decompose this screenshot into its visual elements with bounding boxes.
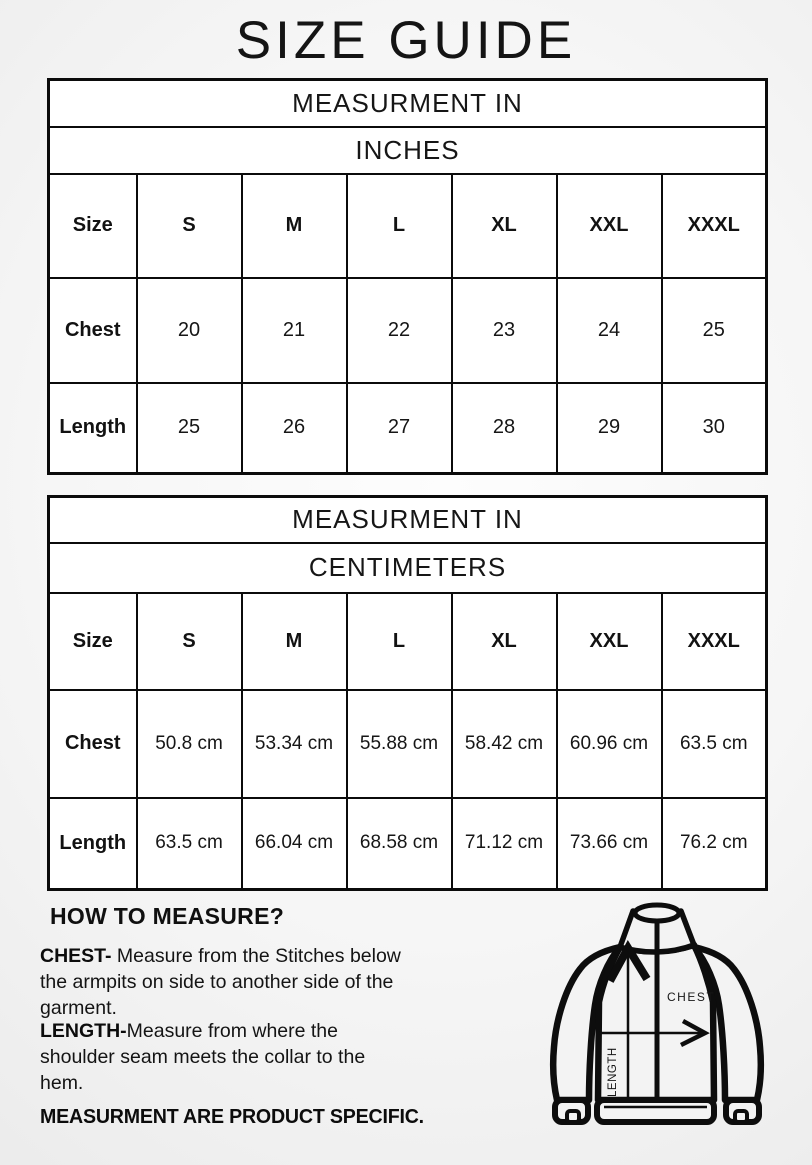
row-label-chest: Chest: [49, 690, 137, 798]
chest-value: 21: [242, 278, 347, 383]
chest-value: 53.34 cm: [242, 690, 347, 798]
chest-value: 50.8 cm: [137, 690, 242, 798]
chest-value: 24: [557, 278, 662, 383]
jacket-outline-icon: [553, 905, 761, 1122]
size-header: XL: [452, 174, 557, 278]
table-row: [49, 690, 767, 798]
table-row: [49, 593, 767, 690]
table-row: [49, 383, 767, 474]
size-header: XXXL: [662, 593, 767, 690]
length-diagram-label: LENGTH: [607, 1047, 619, 1097]
length-value: 68.58 cm: [347, 798, 452, 890]
length-value: 71.12 cm: [452, 798, 557, 890]
size-header: S: [137, 593, 242, 690]
measurement-header: MEASURMENT IN: [49, 497, 767, 543]
size-header: M: [242, 174, 347, 278]
chest-instruction: [40, 943, 402, 1021]
length-value: 27: [347, 383, 452, 474]
row-label-length: Length: [49, 383, 137, 474]
size-header: M: [242, 593, 347, 690]
size-header: XL: [452, 593, 557, 690]
chest-value: 25: [662, 278, 767, 383]
row-label-size: Size: [49, 174, 137, 278]
chest-value: 58.42 cm: [452, 690, 557, 798]
inches-table: [47, 78, 768, 475]
chest-diagram-label: CHEST: [667, 990, 716, 1004]
row-label-length: Length: [49, 798, 137, 890]
length-value: 26: [242, 383, 347, 474]
size-header: L: [347, 174, 452, 278]
how-to-measure-heading: HOW TO MEASURE?: [50, 903, 285, 929]
chest-term: CHEST-: [40, 945, 112, 967]
size-header: XXL: [557, 174, 662, 278]
chest-instruction-text: Measure from the Stitches below the armpits on side to another side of the garment.: [40, 945, 401, 1019]
table-row: [49, 798, 767, 890]
size-header: XXL: [557, 593, 662, 690]
length-value: 29: [557, 383, 662, 474]
chest-value: 63.5 cm: [662, 690, 767, 798]
row-label-chest: Chest: [49, 278, 137, 383]
length-term: LENGTH-: [40, 1020, 127, 1042]
jacket-measurement-diagram: [540, 895, 810, 1135]
length-value: 73.66 cm: [557, 798, 662, 890]
length-value: 76.2 cm: [662, 798, 767, 890]
measurement-header: MEASURMENT IN: [49, 80, 767, 127]
chest-value: 20: [137, 278, 242, 383]
table-row: [49, 174, 767, 278]
length-instruction-text: Measure from where the shoulder seam meets the collar to the hem.: [40, 1020, 366, 1094]
centimeters-table: [47, 495, 768, 891]
table-row: [49, 278, 767, 383]
length-value: 30: [662, 383, 767, 474]
chest-value: 23: [452, 278, 557, 383]
chest-value: 22: [347, 278, 452, 383]
size-header: L: [347, 593, 452, 690]
length-value: 63.5 cm: [137, 798, 242, 890]
chest-value: 60.96 cm: [557, 690, 662, 798]
unit-label: INCHES: [49, 127, 767, 174]
length-value: 25: [137, 383, 242, 474]
length-value: 28: [452, 383, 557, 474]
size-header: S: [137, 174, 242, 278]
product-specific-note: MEASURMENT ARE PRODUCT SPECIFIC.: [40, 1106, 424, 1128]
length-instruction: [40, 1018, 402, 1096]
unit-label: CENTIMETERS: [49, 543, 767, 593]
chest-value: 55.88 cm: [347, 690, 452, 798]
page-title: SIZE GUIDE: [235, 11, 577, 70]
row-label-size: Size: [49, 593, 137, 690]
length-value: 66.04 cm: [242, 798, 347, 890]
size-header: XXXL: [662, 174, 767, 278]
